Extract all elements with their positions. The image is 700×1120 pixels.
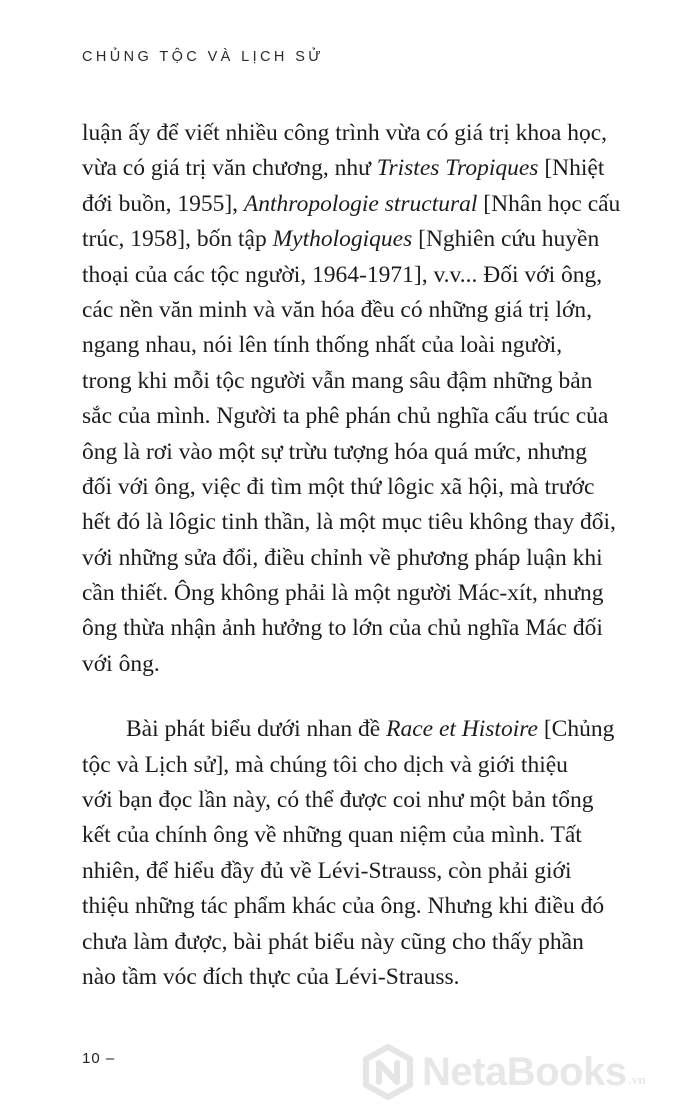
text-line: thiệu những tác phẩm khác của ông. Nhưng khi điều đó: [82, 893, 605, 920]
text-line: đối với ông, việc đi tìm một thứ lôgic xã hội, mà trước: [82, 473, 595, 500]
text-line: ông thừa nhận ảnh hưởng to lớn của chủ nghĩa Mác đối: [82, 615, 603, 642]
text-line: cần thiết. Ông không phải là một người Mác-xít, nhưng: [82, 580, 604, 607]
page-number: 10 –: [82, 1050, 116, 1067]
text-line: hết đó là lôgic tinh thần, là một mục tiêu không thay đổi,: [82, 509, 616, 536]
book-title-italic: Mythologiques: [272, 226, 413, 253]
body-text: [82, 116, 642, 995]
text-line: ông là rơi vào một sự trừu tượng hóa quá mức, nhưng: [82, 438, 587, 465]
book-title-italic: Tristes Tropiques: [376, 155, 539, 182]
text-run: vừa có giá trị văn chương, như: [82, 155, 377, 182]
text-line: các nền văn minh và văn hóa đều có những giá trị lớn,: [82, 296, 593, 323]
text-run: đới buồn, 1955],: [82, 190, 244, 217]
text-line: [82, 187, 642, 222]
text-run: trúc, 1958], bốn tập: [82, 226, 273, 253]
watermark-brand: NetaBooks: [422, 1049, 627, 1094]
netabooks-logo-icon: [362, 1044, 414, 1100]
text-run: [Nhiệt: [538, 155, 605, 182]
text-line: chưa làm được, bài phát biểu này cũng cho thấy phần: [82, 928, 584, 955]
text-run: [Nghiên cứu huyền: [412, 226, 600, 253]
text-line: trong khi mỗi tộc người vẫn mang sâu đậm những bản: [82, 367, 593, 394]
text-line: với bạn đọc lần này, có thể được coi như một bản tổng: [82, 787, 594, 814]
text-line: [82, 712, 642, 747]
text-line: thoại của các tộc người, 1964-1971], v.v... Đối với ông,: [82, 261, 603, 288]
paragraph-2: [82, 712, 642, 995]
text-line: luận ấy để viết nhiều công trình vừa có giá trị khoa học,: [82, 120, 608, 146]
text-line: với ông.: [82, 650, 160, 677]
text-line: kết của chính ông về những quan niệm của mình. Tất: [82, 822, 582, 849]
text-line: ngang nhau, nói lên tính thống nhất của loài người,: [82, 332, 563, 359]
book-title-italic: Race et Histoire: [386, 716, 538, 743]
paragraph-1: [82, 116, 642, 682]
text-run: Bài phát biểu dưới nhan đề: [126, 716, 387, 743]
text-line: với những sửa đổi, điều chỉnh về phương pháp luận khi: [82, 544, 603, 571]
text-run: [Nhân học cấu: [477, 190, 621, 217]
text-run: [Chủng: [537, 716, 615, 743]
running-header: CHỦNG TỘC VÀ LỊCH SỬ: [82, 49, 325, 65]
text-line: [82, 222, 642, 257]
watermark: [362, 1044, 645, 1100]
watermark-suffix: .vn: [628, 1072, 646, 1087]
text-line: tộc và Lịch sử], mà chúng tôi cho dịch và giới thiệu: [82, 751, 568, 778]
text-line: nào tầm vóc đích thực của Lévi-Strauss.: [82, 963, 460, 990]
text-line: sắc của mình. Người ta phê phán chủ nghĩa cấu trúc của: [82, 403, 609, 430]
book-title-italic: Anthropologie structural: [243, 190, 478, 217]
text-line: [82, 151, 642, 186]
text-line: nhiên, để hiểu đầy đủ về Lévi-Strauss, còn phải giới: [82, 857, 572, 884]
